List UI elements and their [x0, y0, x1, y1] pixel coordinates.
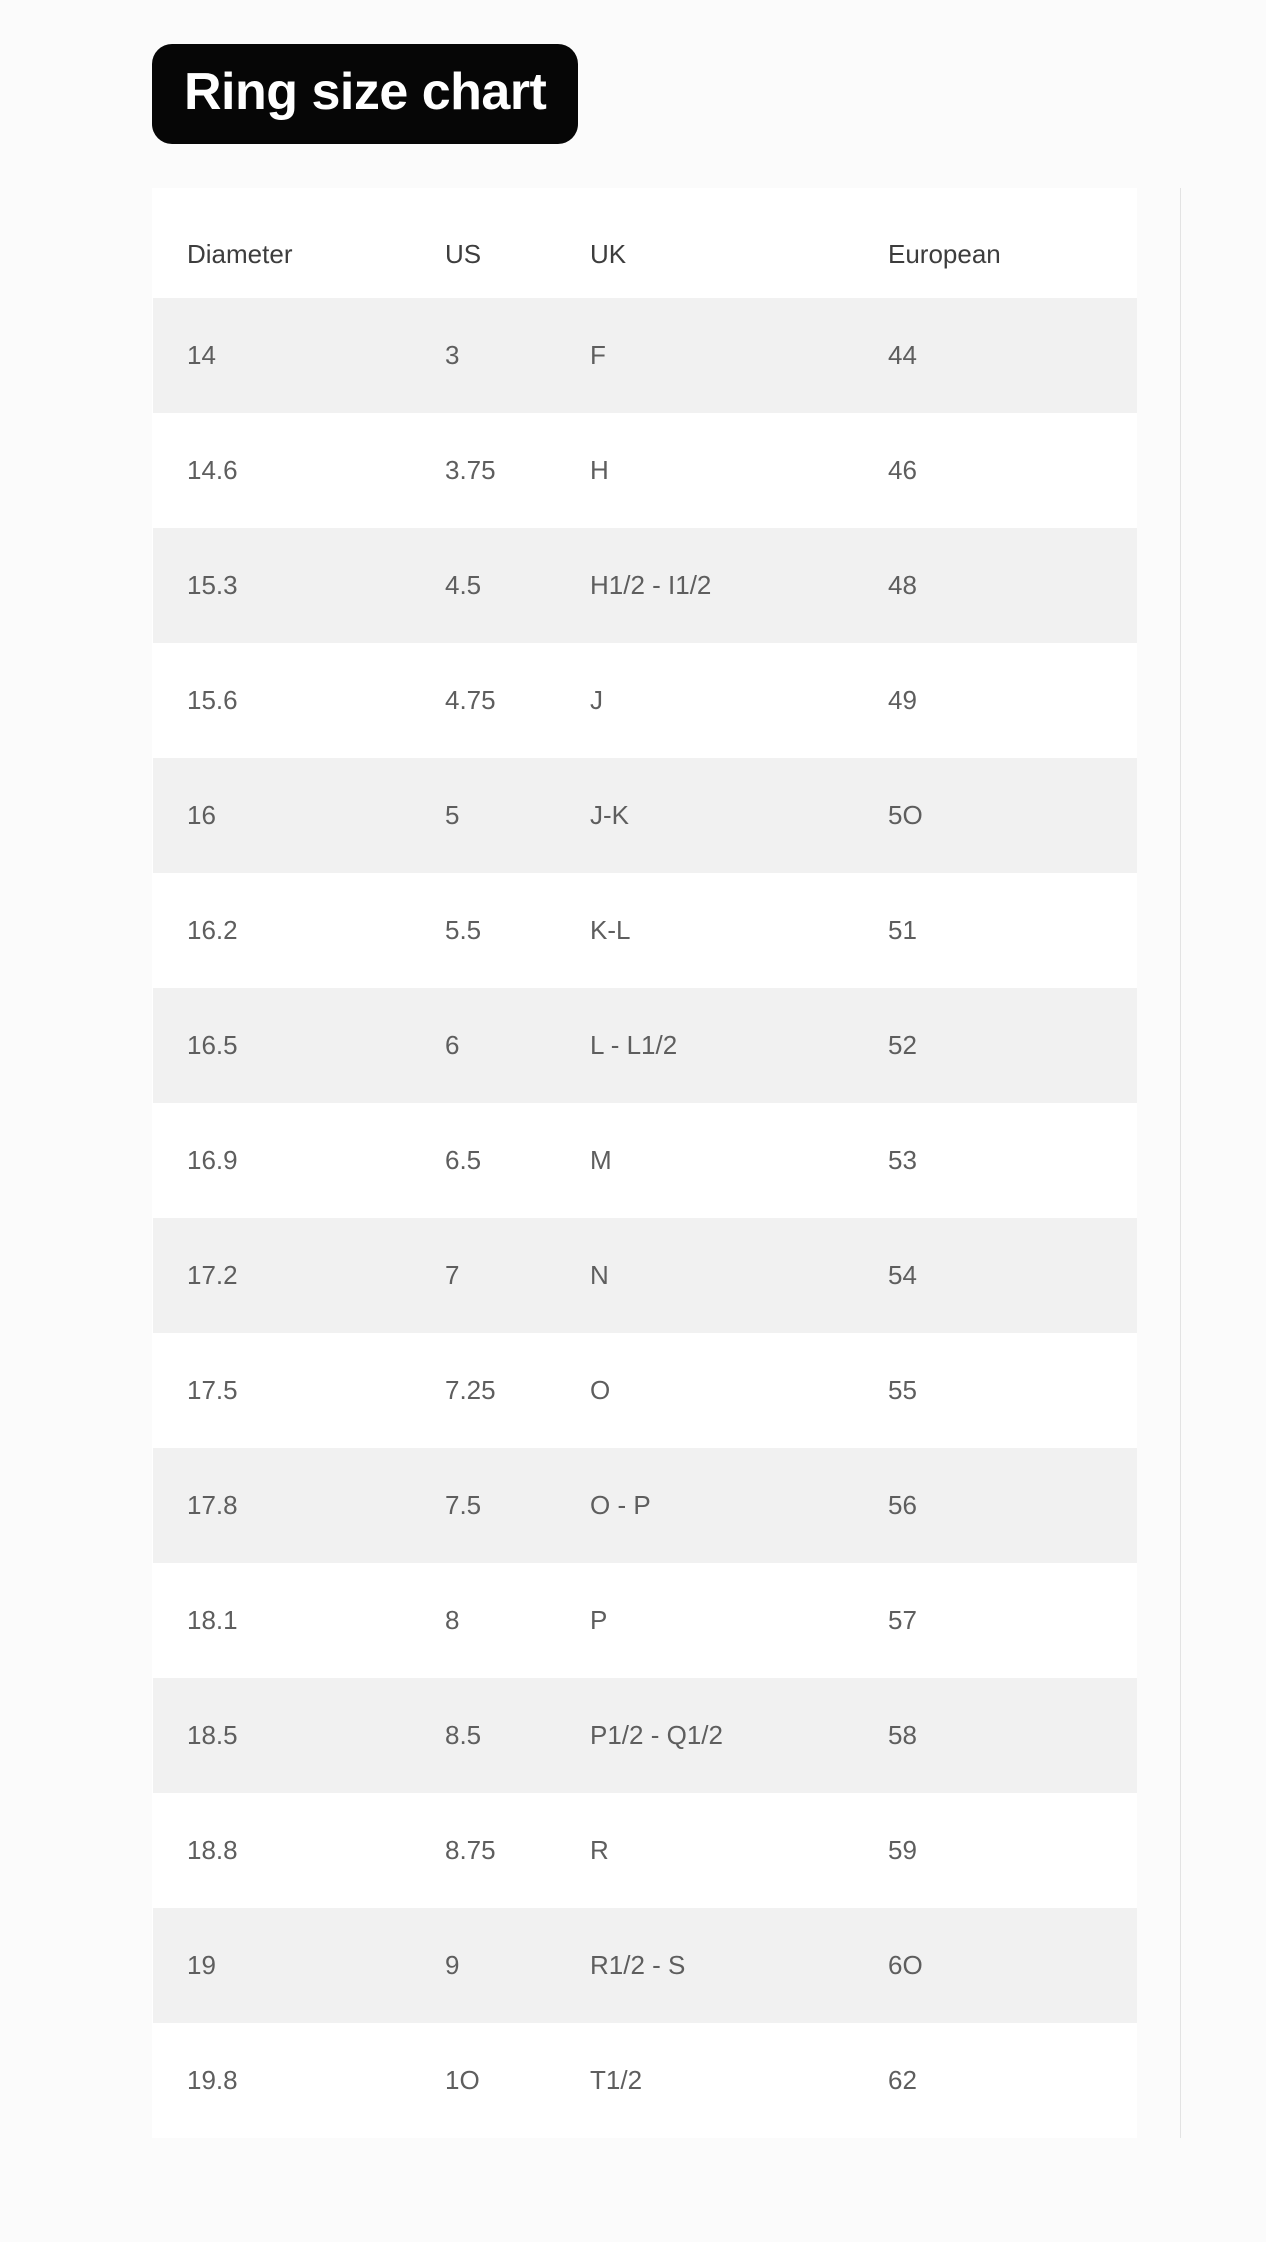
- table-right-rule: [1180, 188, 1181, 2138]
- table-cell: R: [590, 1835, 609, 1865]
- table-cell: L - L1/2: [590, 988, 888, 1103]
- size-table-container: [152, 188, 1182, 2138]
- table-row: [152, 1908, 1137, 2023]
- table-cell: 14: [152, 298, 445, 413]
- table-cell: 7.5: [445, 1448, 590, 1563]
- table-cell: 7: [445, 1218, 590, 1333]
- table-cell: 17.2: [152, 1218, 445, 1333]
- table-cell: 17.8: [152, 1448, 445, 1563]
- table-cell: N: [590, 1218, 888, 1333]
- table-cell: J: [590, 685, 603, 715]
- table-cell: 48: [888, 528, 1137, 643]
- table-row: [152, 1333, 1137, 1448]
- table-cell: 56: [888, 1448, 1137, 1563]
- table-cell: K-L: [590, 915, 631, 945]
- table-row: [152, 1563, 1137, 1678]
- table-cell: 8.75: [445, 1835, 496, 1865]
- table-cell: 14.6: [187, 455, 238, 485]
- table-cell: 7.25: [445, 1375, 496, 1405]
- table-cell: 16.9: [187, 1145, 238, 1175]
- table-cell: 58: [888, 1678, 1137, 1793]
- table-row: [152, 1103, 1137, 1218]
- table-cell: 52: [888, 988, 1137, 1103]
- table-row: [152, 2023, 1137, 2138]
- table-row: [152, 873, 1137, 988]
- table-cell: 8: [445, 1605, 460, 1635]
- table-cell: 62: [888, 2065, 917, 2095]
- table-row: [152, 758, 1137, 873]
- table-row: [152, 413, 1137, 528]
- table-cell: 6O: [888, 1908, 1137, 2023]
- table-cell: 1O: [445, 2065, 480, 2095]
- table-cell: 46: [888, 455, 917, 485]
- table-cell: 15.3: [152, 528, 445, 643]
- ring-size-table: [152, 188, 1137, 2138]
- column-header-diameter: Diameter: [187, 238, 293, 269]
- table-row: [152, 1793, 1137, 1908]
- table-header-row: [152, 188, 1137, 298]
- table-cell: 51: [888, 915, 917, 945]
- table-row: [152, 298, 1137, 413]
- table-row: [152, 528, 1137, 643]
- table-cell: P1/2 - Q1/2: [590, 1678, 888, 1793]
- table-cell: 19: [152, 1908, 445, 2023]
- table-cell: 9: [445, 1908, 590, 2023]
- table-cell: 54: [888, 1218, 1137, 1333]
- table-cell: O - P: [590, 1448, 888, 1563]
- table-cell: 16.5: [152, 988, 445, 1103]
- table-cell: T1/2: [590, 2065, 643, 2095]
- table-cell: 18.1: [187, 1605, 238, 1635]
- column-header-us: US: [445, 238, 482, 269]
- table-cell: 49: [888, 685, 917, 715]
- table-cell: O: [590, 1375, 611, 1405]
- table-row: [152, 1678, 1137, 1793]
- table-header: [152, 188, 1137, 298]
- table-cell: R1/2 - S: [590, 1908, 888, 2023]
- table-cell: 4.5: [445, 528, 590, 643]
- table-left-rule: [152, 188, 153, 2138]
- table-cell: 3.75: [445, 455, 496, 485]
- title-container: [0, 0, 1266, 144]
- table-cell: M: [590, 1145, 612, 1175]
- column-header-european: European: [888, 238, 1001, 269]
- table-cell: H1/2 - I1/2: [590, 528, 888, 643]
- table-cell: 18.8: [187, 1835, 238, 1865]
- table-cell: 16: [152, 758, 445, 873]
- column-header-uk: UK: [590, 238, 627, 269]
- table-row: [152, 1448, 1137, 1563]
- table-cell: 6: [445, 988, 590, 1103]
- table-cell: 16.2: [187, 915, 238, 945]
- table-cell: 15.6: [187, 685, 238, 715]
- table-cell: H: [590, 455, 609, 485]
- page-title: Ring size chart: [152, 44, 578, 144]
- table-cell: 59: [888, 1835, 917, 1865]
- table-row: [152, 988, 1137, 1103]
- table-cell: 3: [445, 298, 590, 413]
- table-cell: 17.5: [187, 1375, 238, 1405]
- table-cell: F: [590, 298, 888, 413]
- table-cell: 5: [445, 758, 590, 873]
- table-cell: 4.75: [445, 685, 496, 715]
- table-cell: 57: [888, 1605, 917, 1635]
- table-cell: 53: [888, 1145, 917, 1175]
- table-cell: 19.8: [187, 2065, 238, 2095]
- table-body: [152, 298, 1137, 2138]
- table-cell: 8.5: [445, 1678, 590, 1793]
- table-cell: P: [590, 1605, 608, 1635]
- table-row: [152, 643, 1137, 758]
- table-cell: 6.5: [445, 1145, 482, 1175]
- table-cell: 55: [888, 1375, 917, 1405]
- table-cell: 18.5: [152, 1678, 445, 1793]
- table-cell: 5O: [888, 758, 1137, 873]
- table-row: [152, 1218, 1137, 1333]
- table-cell: J-K: [590, 758, 888, 873]
- table-cell: 44: [888, 298, 1137, 413]
- table-cell: 5.5: [445, 915, 482, 945]
